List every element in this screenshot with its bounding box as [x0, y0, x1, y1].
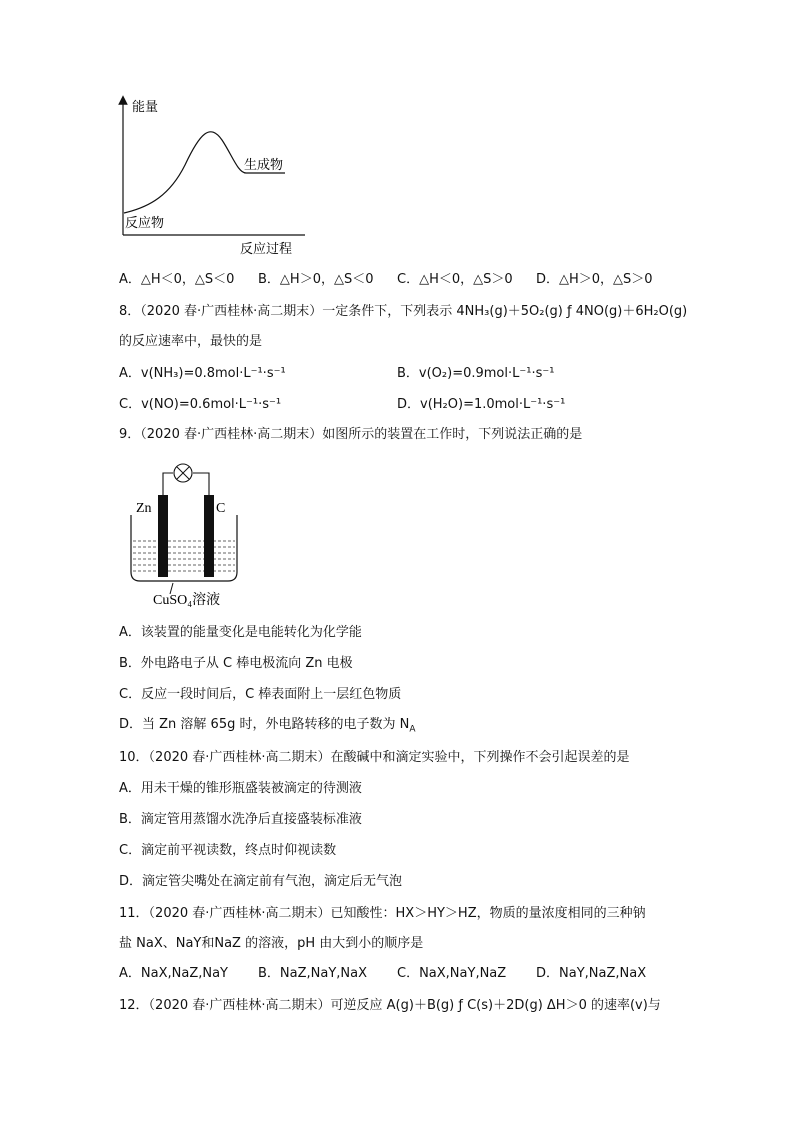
y-axis-label: 能量 — [132, 100, 159, 115]
solution-label: CuSO₄溶液 — [153, 593, 221, 607]
q11-option-c: C．NaX,NaY,NaZ — [397, 966, 507, 981]
c-label: C — [216, 501, 226, 516]
q11-option-a: A．NaX,NaZ,NaY — [119, 966, 228, 981]
q9-option-b: B．外电路电子从 C 棒电极流向 Zn 电极 — [119, 656, 353, 671]
q9-option-a: A．该装置的能量变化是电能转化为化学能 — [119, 625, 362, 640]
energy-diagram — [110, 95, 310, 257]
q8-stem-line1: 8．（2020 春·广西桂林·高二期末）一定条件下，下列表示 4NH₃(g)＋5O₂(g) ƒ 4NO(g)＋6H₂O(g) — [119, 304, 688, 319]
q10-option-a: A．用未干燥的锥形瓶盛装被滴定的待测液 — [119, 781, 362, 796]
q9-option-d — [119, 716, 416, 739]
q7-option-c: C．△H＜0，△S＞0 — [397, 272, 513, 287]
q9-stem: 9．（2020 春·广西桂林·高二期末）如图所示的装置在工作时，下列说法正确的是 — [119, 427, 583, 442]
solution-liquid — [133, 541, 235, 571]
q7-option-b: B．△H＞0，△S＜0 — [258, 272, 374, 287]
bulb-icon — [174, 464, 192, 482]
q11-option-b: B．NaZ,NaY,NaX — [258, 966, 368, 981]
q11-option-d: D．NaY,NaZ,NaX — [536, 966, 647, 981]
reactant-label: 反应物 — [125, 216, 165, 231]
zn-electrode — [158, 495, 168, 577]
q10-option-c: C．滴定前平视读数，终点时仰视读数 — [119, 843, 337, 858]
q9-option-d-text: D．当 Zn 溶解 65g 时，外电路转移的电子数为 N — [119, 717, 410, 732]
q8-option-b: B．v(O₂)=0.9mol·L⁻¹·s⁻¹ — [397, 366, 555, 381]
c-electrode — [204, 495, 214, 577]
q11-stem-line1: 11．（2020 春·广西桂林·高二期末）已知酸性：HX＞HY＞HZ，物质的量浓度相同的三种钠 — [119, 906, 646, 921]
x-axis-label: 反应过程 — [240, 242, 293, 257]
q8-option-d: D．v(H₂O)=1.0mol·L⁻¹·s⁻¹ — [397, 397, 566, 412]
q7-option-a: A．△H＜0，△S＜0 — [119, 272, 235, 287]
q8-option-c: C．v(NO)=0.6mol·L⁻¹·s⁻¹ — [119, 397, 282, 412]
q12-stem: 12．（2020 春·广西桂林·高二期末）可逆反应 A(g)＋B(g) ƒ C(s)＋2D(g) ΔH＞0 的速率(v)与 — [119, 998, 661, 1013]
zn-label: Zn — [136, 501, 152, 516]
q8-stem-line2: 的反应速率中，最快的是 — [119, 334, 263, 349]
q9-option-d-subscript: A — [409, 724, 416, 735]
q11-stem-line2: 盐 NaX、NaY和NaZ 的溶液，pH 由大到小的顺序是 — [119, 936, 424, 951]
product-label: 生成物 — [244, 158, 284, 173]
q7-option-d: D．△H＞0，△S＞0 — [536, 272, 653, 287]
q10-stem: 10．（2020 春·广西桂林·高二期末）在酸碱中和滴定实验中，下列操作不会引起误差的是 — [119, 750, 630, 765]
q10-option-b: B．滴定管用蒸馏水洗净后直接盛装标准液 — [119, 812, 362, 827]
galvanic-cell-diagram — [125, 457, 245, 607]
q9-option-c: C．反应一段时间后，C 棒表面附上一层红色物质 — [119, 687, 402, 702]
q10-option-d: D．滴定管尖嘴处在滴定前有气泡，滴定后无气泡 — [119, 874, 403, 889]
q8-option-a: A．v(NH₃)=0.8mol·L⁻¹·s⁻¹ — [119, 366, 286, 381]
